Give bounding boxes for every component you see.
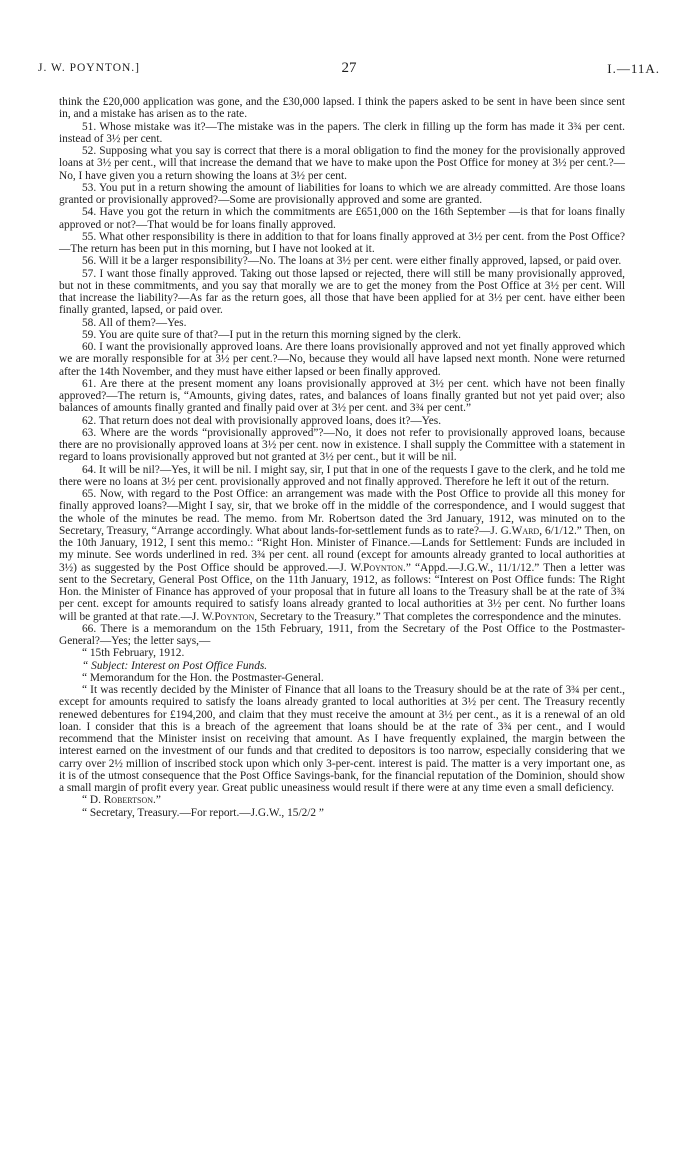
question-58: 58. All of them?—Yes. [82,316,187,329]
question-63: 63. Where are the words “provisionally approved”?—No, it does not refer to provisionally approved loans, because there are no provisionally approved loans at 3½ per cent. now in existence. I shall supply the Committee with a statement in regard to loans provisionally approved but not granted at 3½ per cent., but it will be nil. [59,426,625,464]
page-number: 27 [341,60,357,76]
memo-signature-text: “ D. Robertson.” [82,794,161,807]
question-65 [59,488,625,623]
question-62: 62. That return does not deal with provisionally approved loans, does it?—Yes. [82,414,442,427]
question-61: 61. Are there at the present moment any loans provisionally approved at 3½ per cent. which have not been finally approved?—The return is, “Amounts, giving dates, rates, and balances of loans finally granted but not yet paid over; also balances of amounts finally granted and finally paid over at 3½ per cent. and 3¾ per cent.” [59,377,625,415]
continuation-paragraph: think the £20,000 application was gone, and the £30,000 lapsed. I think the papers asked to be sent in have been since sent in, and a mistake has arisen as to the rate. [59,96,625,121]
question-65-text-b: , 6/1/12.” Then, on the 10th January, 1912, I sent this memo.: “Right Hon. Minister of Finance.—Lands for Settlement: Funds are included in my minute. See words underlined in red. 3¾ per cent. all round (except for amounts already granted to local authorities at 3½) as suggested by the Post Office should be approved.—J. W. [59,524,625,574]
question-59: 59. You are quite sure of that?—I put in the return this morning signed by the clerk. [82,328,461,341]
memo-signature [59,794,625,806]
question-65-text-d: , Secretary to the Treasury.” That completes the correspondence and the minutes. [254,610,622,623]
question-60: 60. I want the provisionally approved loans. Are there loans provisionally approved and not yet finally approved which we are morally responsible for at 3½ per cent.?—No, because they would all have lapsed next month. None were returned after the 14th November, and they must have either lapsed or been finally approved. [59,341,625,378]
page-header [38,60,660,80]
question-64: 64. It will be nil?—Yes, it will be nil. I might say, sir, I put that in one of the requests I gave to the clerk, and he told me there were no loans at 3½ per cent. provisionally approved and not finally approved. Therefore he left it out of the return. [59,463,625,488]
question-54: 54. Have you got the return in which the commitments are £651,000 on the 16th September —is that for loans finally approved or not?—That would be for loans finally approved. [59,206,625,231]
question-57: 57. I want those finally approved. Taking out those lapsed or rejected, there will still be many provisionally approved, but not in these commitments, and you say that morally we are to get the money from the Post Office at 3½ per cent. Will that increase the liability?—As far as the return goes, all those that have been applied for at 3½ per cent. have either been finally granted, lapsed, or paid over. [59,267,625,317]
paper-reference: I.—11A. [607,61,660,76]
memo-date: “ 15th February, 1912. [82,647,185,660]
question-65-text-c: .” “Appd.—J.G.W., 11/1/12.” Then a letter was sent to the Secretary, General Post Office, on the 11th January, 1912, as follows: “Interest on Post Office funds: The Right Hon. the Minister of Finance has approved of your proposal that in future all loans to the Treasury shall be at the rate of 3¾ per cent. except for amounts required to satisfy loans already granted to local authorities at 3½ per cent. No further loans will be granted at that rate.—J. W. [59,561,625,623]
signatory-poynton: Poynton [214,610,255,623]
memo-minute: “ Secretary, Treasury.—For report.—J.G.W., 15/2/2 ” [82,806,324,819]
signatory-poynton: Poynton [363,561,403,574]
question-55: 55. What other responsibility is there in addition to that for loans finally approved at 3½ per cent. from the Post Office?—The return has been put in this morning, but I have not looked at it. [59,230,625,255]
signatory-ward: Ward [511,524,540,537]
question-66: 66. There is a memorandum on the 15th February, 1911, from the Secretary of the Post Office to the Postmaster-General?—Yes; the letter says,— [59,622,625,647]
witness-name: J. W. POYNTON.] [38,62,141,74]
memo-body: “ It was recently decided by the Minister of Finance that all loans to the Treasury should be at the rate of 3¾ per cent., except for amounts required to satisfy the loans already granted to local authorities at 3½ per cent. The Treasury recently renewed debentures for £194,200, and claim that they must receive the amount at 3½ per cent., as it is a renewal of an old loan. I consider that this is a breach of the agreement that loans should be at the rate of 3¾ per cent., and I would recommend that the Minister insist on receiving that amount. As I have frequently explained, the margin between the interest earned on the investment of our funds and that credited to depositors is too narrow, especially considering that we carry over 2½ million of inscribed stock upon which only 3-per-cent. interest is paid. The matter is a very important one, as it is of the utmost consequence that the Post Office Savings-bank, for the financial reputation of the Dominion, should show a small margin of profit every year. Great public uneasiness would result if there were at any time even a small deficiency. [59,684,625,794]
question-53: 53. You put in a return showing the amount of liabilities for loans to which we are already committed. Are those loans granted or provisionally approved?—Some are provisionally approved and some are granted. [59,181,625,206]
memo-subject: “ Subject: Interest on Post Office Funds. [82,659,268,672]
memo-addressee: “ Memorandum for the Hon. the Postmaster-General. [82,671,324,684]
question-65-text-a: 65. Now, with regard to the Post Office: an arrangement was made with the Post Office to provide all this money for finally approved loans?—Might I say, sir, that we broke off in the middle of the correspondence, and I would suggest that the whole of the minutes be read. The memo. from Mr. Robertson dated the 3rd January, 1912, was minuted on to the Secretary, Treasury, “Arrange accordingly. What about lands-for-settlement funds as to rate?—J. G. [59,488,625,537]
question-56: 56. Will it be a larger responsibility?—No. The loans at 3½ per cent. were either finally approved, lapsed, or paid over. [82,255,622,268]
question-52: 52. Supposing what you say is correct that there is a moral obligation to find the money for the provisionally approved loans at 3½ per cent., will that increase the demand that we have to make upon the Post Office for money at 3½ per cent.?—No, I have given you a return showing the loans at 3½ per cent. [59,145,625,182]
page-body [59,96,625,819]
question-51: 51. Whose mistake was it?—The mistake was in the papers. The clerk in filling up the form has made it 3¾ per cent. instead of 3½ per cent. [59,120,625,145]
